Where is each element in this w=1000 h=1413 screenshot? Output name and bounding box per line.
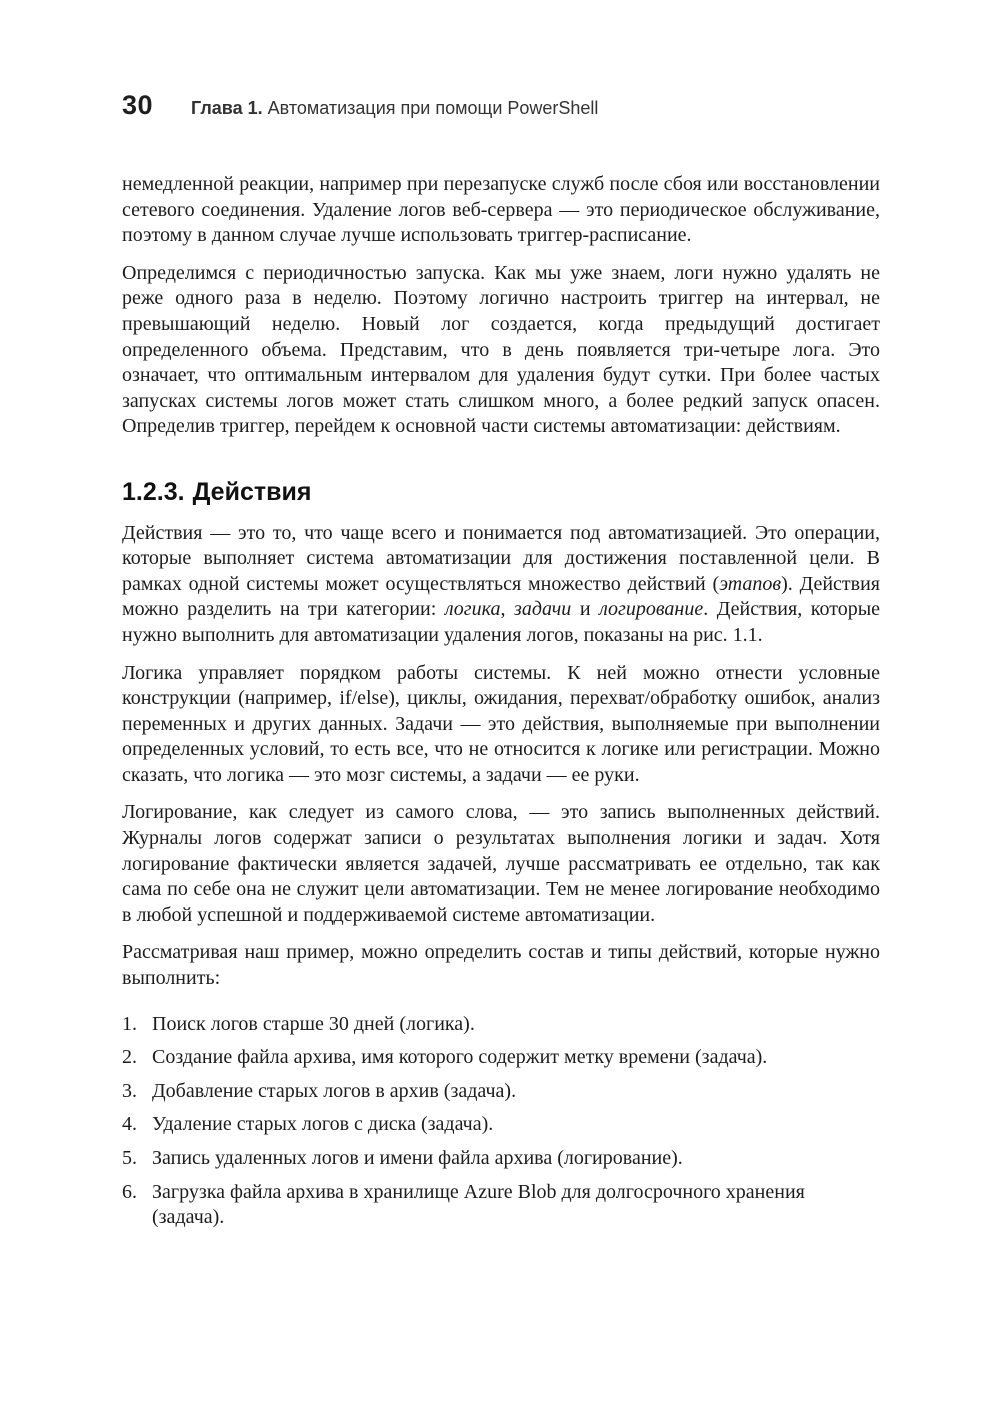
- list-item-number: 3.: [122, 1079, 137, 1102]
- intro-paragraph-1: немедленной реакции, например при перезапуске служб после сбоя или восстановлении сетевого соединения. Удаление логов веб-сервера — это периодическое обслуживание, поэтому в данном случае лучше использовать триггер-расписание.: [122, 173, 880, 247]
- section-title: Действия: [192, 477, 312, 506]
- actions-list: [122, 1012, 880, 1231]
- list-item: [122, 1012, 880, 1038]
- term-tasks: задачи: [514, 598, 572, 621]
- list-item: [122, 1079, 880, 1105]
- list-item-text: Поиск логов старше 30 дней (логика).: [152, 1012, 475, 1035]
- list-item-text: Создание файла архива, имя которого содержит метку времени (задача).: [152, 1046, 768, 1069]
- p1-text-5: . Действия, которые нужно выполнить для автоматизации удаления логов, показаны на рис. 1.1.: [122, 598, 881, 646]
- list-item-text: Загрузка файла архива в хранилище Azure Blob для долгосрочного хранения (задача).: [152, 1180, 805, 1229]
- chapter-title: Автоматизация при помощи PowerShell: [267, 98, 599, 118]
- list-item: [122, 1180, 880, 1231]
- list-item: [122, 1045, 880, 1071]
- p1-text-2: ). Действия можно разделить на три категории:: [122, 572, 880, 621]
- list-item-text: Запись удаленных логов и имени файла архива (логирование).: [152, 1147, 683, 1169]
- p1-text-3: ,: [500, 598, 515, 621]
- section-paragraph-4: Рассматривая наш пример, можно определить состав и типы действий, которые нужно выполнить:: [122, 941, 880, 990]
- list-item-number: 4.: [122, 1113, 137, 1136]
- list-item-number: 2.: [122, 1046, 137, 1069]
- term-logging: логирование: [599, 598, 704, 621]
- section-number: 1.2.3.: [122, 477, 185, 506]
- list-item-text: Добавление старых логов в архив (задача).: [152, 1079, 517, 1102]
- list-item: [122, 1146, 880, 1172]
- running-head: [122, 90, 880, 130]
- p1-text-4: и: [571, 598, 600, 621]
- section-paragraph-3: Логирование, как следует из самого слова, — это запись выполненных действий. Журналы логов содержат записи о результатах выполнения логики и задач. Хотя логирование фактически является задачей, лучше рассматривать ее отдельно, так как сама по себе она не служит цели автоматизации. Тем не менее логирование необходимо в любой успешной и поддерживаемой системе автоматизации.: [122, 801, 880, 926]
- term-stages: этапов: [719, 572, 782, 595]
- intro-paragraph-2: Определимся с периодичностью запуска. Как мы уже знаем, логи нужно удалять не реже одного раза в неделю. Поэтому логично настроить триггер на интервал, не превышающий неделю. Новый лог создается, когда предыдущий достигает определенного объема. Представим, что в день появляется три-четыре лога. Это означает, что оптимальным интервалом для удаления будут сутки. При более частых запусках системы логов может стать слишком много, а более редкий запуск опасен. Определив триггер, перейдем к основной части системы автоматизации: действиям.: [122, 261, 880, 438]
- page-body: [122, 172, 880, 1231]
- chapter-label: Глава 1.: [191, 98, 263, 118]
- list-item-number: 6.: [122, 1180, 137, 1203]
- section-paragraph-2: Логика управляет порядком работы системы. К ней можно отнести условные конструкции (например, if/else), циклы, ожидания, перехват/обработку ошибок, анализ переменных и других данных. Задачи — это действия, выполняемые при выполнении определенных условий, то есть все, что не относится к логике или регистрации. Можно сказать, что логика — это мозг системы, а задачи — ее руки.: [122, 661, 880, 786]
- list-item: [122, 1112, 880, 1138]
- term-logic: логика: [444, 598, 501, 621]
- list-item-text: Удаление старых логов с диска (задача).: [152, 1113, 494, 1136]
- section-paragraph-1: [122, 521, 880, 649]
- p1-text-1: Действия — это то, что чаще всего и понимается под автоматизацией. Это операции, которые выполняет система автоматизации для достижения поставленной цели. В рамках одной системы может осуществляться множество действий (: [122, 521, 880, 595]
- section-heading: [122, 477, 880, 506]
- page-number: 30: [122, 90, 154, 120]
- list-item-number: 1.: [122, 1012, 137, 1035]
- list-item-number: 5.: [122, 1147, 137, 1169]
